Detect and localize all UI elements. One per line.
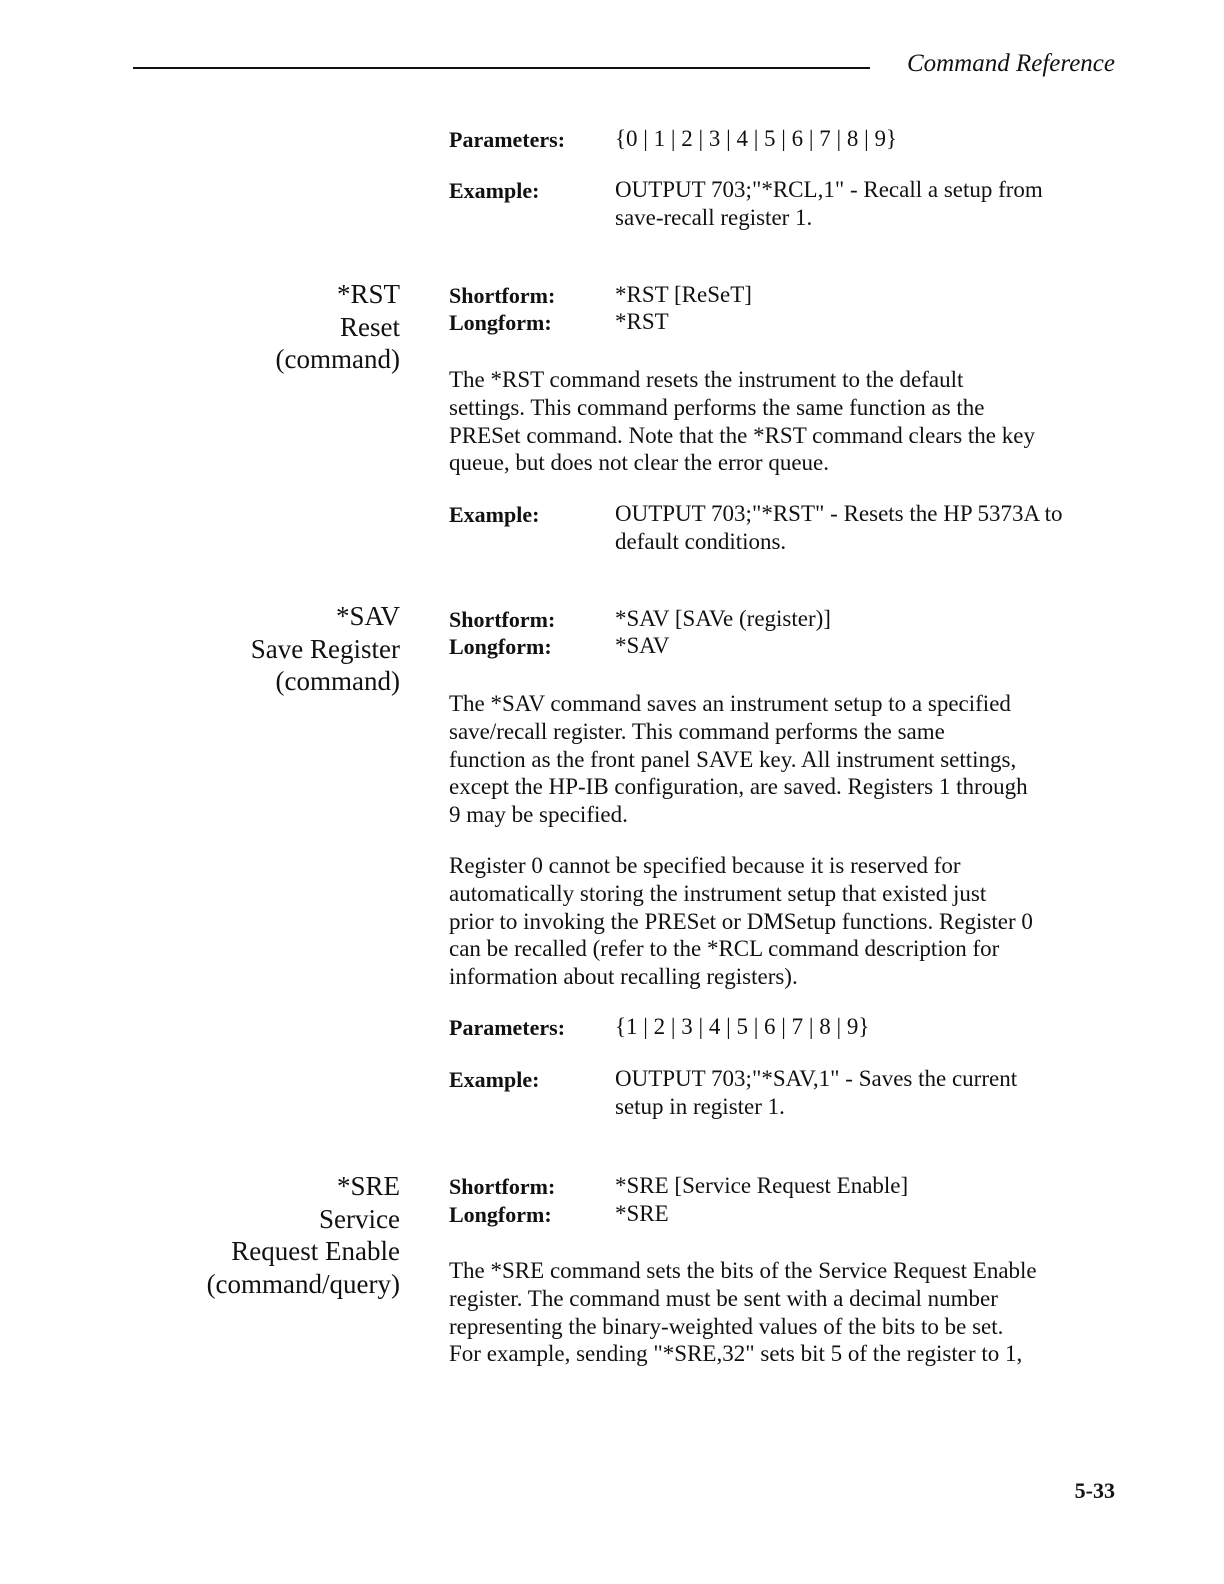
value-line: *SRE <box>615 1201 669 1226</box>
value-line: {1 | 2 | 3 | 4 | 5 | 6 | 7 | 8 | 9} <box>615 1014 870 1039</box>
example-value <box>615 176 1043 231</box>
parameters-value <box>615 125 897 153</box>
header-rule <box>133 67 870 69</box>
paragraph <box>449 366 1035 477</box>
heading-line: Reset <box>340 311 400 342</box>
value-line: *RST [ReSeT] <box>615 282 752 307</box>
paragraph <box>449 852 1033 991</box>
page-number: 5-33 <box>1074 1478 1115 1503</box>
heading-line: Request Enable <box>231 1236 400 1266</box>
value-line: *RST <box>615 309 669 334</box>
paragraph-line: queue, but does not clear the error queue. <box>449 450 829 476</box>
shortform-label: Shortform: <box>449 283 556 308</box>
value-line: *SRE [Service Request Enable] <box>615 1173 909 1198</box>
paragraph-line: The *SAV command saves an instrument setup to a specified <box>449 691 1011 716</box>
longform-label: Longform: <box>449 310 552 335</box>
section-heading-sav <box>251 600 400 698</box>
paragraph <box>449 1257 1037 1368</box>
paragraph-line: representing the binary-weighted values of the bits to be set. <box>449 1313 1004 1339</box>
parameters-label: Parameters: <box>449 1015 566 1040</box>
shortform-label: Shortform: <box>449 607 556 632</box>
paragraph-line: automatically storing the instrument setup that existed just <box>449 880 987 906</box>
parameters-label: Parameters: <box>449 127 566 152</box>
paragraph-line: register. The command must be sent with a decimal number <box>449 1285 998 1311</box>
parameters-value <box>615 1013 869 1041</box>
shortform-label: Shortform: <box>449 1174 556 1199</box>
shortform-value <box>615 1172 908 1200</box>
value-line: {0 | 1 | 2 | 3 | 4 | 5 | 6 | 7 | 8 | 9} <box>615 126 898 151</box>
section-heading-sre <box>207 1170 400 1300</box>
heading-line: (command) <box>275 666 400 696</box>
shortform-value <box>615 281 752 309</box>
paragraph-line: can be recalled (refer to the *RCL command description for <box>449 936 1000 962</box>
section-heading-rst <box>276 278 400 376</box>
paragraph-line: The *SRE command sets the bits of the Service Request Enable <box>449 1258 1037 1283</box>
heading-line: *SRE <box>336 1171 400 1201</box>
example-label: Example: <box>449 178 540 203</box>
value-line: default conditions. <box>615 528 787 554</box>
heading-line: (command/query) <box>206 1268 400 1299</box>
paragraph-line: information about recalling registers). <box>449 964 798 990</box>
longform-value <box>615 308 669 336</box>
paragraph-line: save/recall register. This command performs the same <box>449 718 945 744</box>
paragraph-line: Register 0 cannot be specified because it is reserved for <box>449 853 961 878</box>
example-value <box>615 1065 1017 1120</box>
value-line: save-recall register 1. <box>615 204 813 230</box>
value-line: *SAV <box>615 633 670 658</box>
shortform-value <box>615 605 831 633</box>
example-value <box>615 500 1063 555</box>
heading-line: Save Register <box>250 633 400 664</box>
paragraph-line: settings. This command performs the same function as the <box>449 394 985 420</box>
value-line: OUTPUT 703;"*RST" - Resets the HP 5373A to <box>615 501 1063 526</box>
paragraph-line: For example, sending "*SRE,32" sets bit 5 of the register to 1, <box>449 1341 1023 1367</box>
longform-value <box>615 632 670 660</box>
longform-value <box>615 1200 669 1228</box>
paragraph-line: The *RST command resets the instrument to the default <box>449 367 964 392</box>
heading-line: (command) <box>275 344 400 374</box>
paragraph-line: except the HP-IB configuration, are saved. Registers 1 through <box>449 774 1028 800</box>
paragraph-line: 9 may be specified. <box>449 802 628 828</box>
longform-label: Longform: <box>449 1202 552 1227</box>
paragraph <box>449 690 1028 829</box>
example-label: Example: <box>449 1067 540 1092</box>
value-line: setup in register 1. <box>615 1093 785 1119</box>
heading-line: Service <box>319 1203 400 1234</box>
paragraph-line: PRESet command. Note that the *RST command clears the key <box>449 422 1035 448</box>
value-line: OUTPUT 703;"*SAV,1" - Saves the current <box>615 1066 1018 1091</box>
value-line: OUTPUT 703;"*RCL,1" - Recall a setup from <box>615 177 1043 202</box>
longform-label: Longform: <box>449 634 552 659</box>
heading-line: *SAV <box>335 601 400 631</box>
heading-line: *RST <box>336 279 400 309</box>
value-line: *SAV [SAVe (register)] <box>615 606 831 631</box>
running-header: Command Reference <box>906 50 1115 77</box>
example-label: Example: <box>449 502 540 527</box>
paragraph-line: function as the front panel SAVE key. All instrument settings, <box>449 746 1017 772</box>
paragraph-line: prior to invoking the PRESet or DMSetup functions. Register 0 <box>449 908 1033 934</box>
